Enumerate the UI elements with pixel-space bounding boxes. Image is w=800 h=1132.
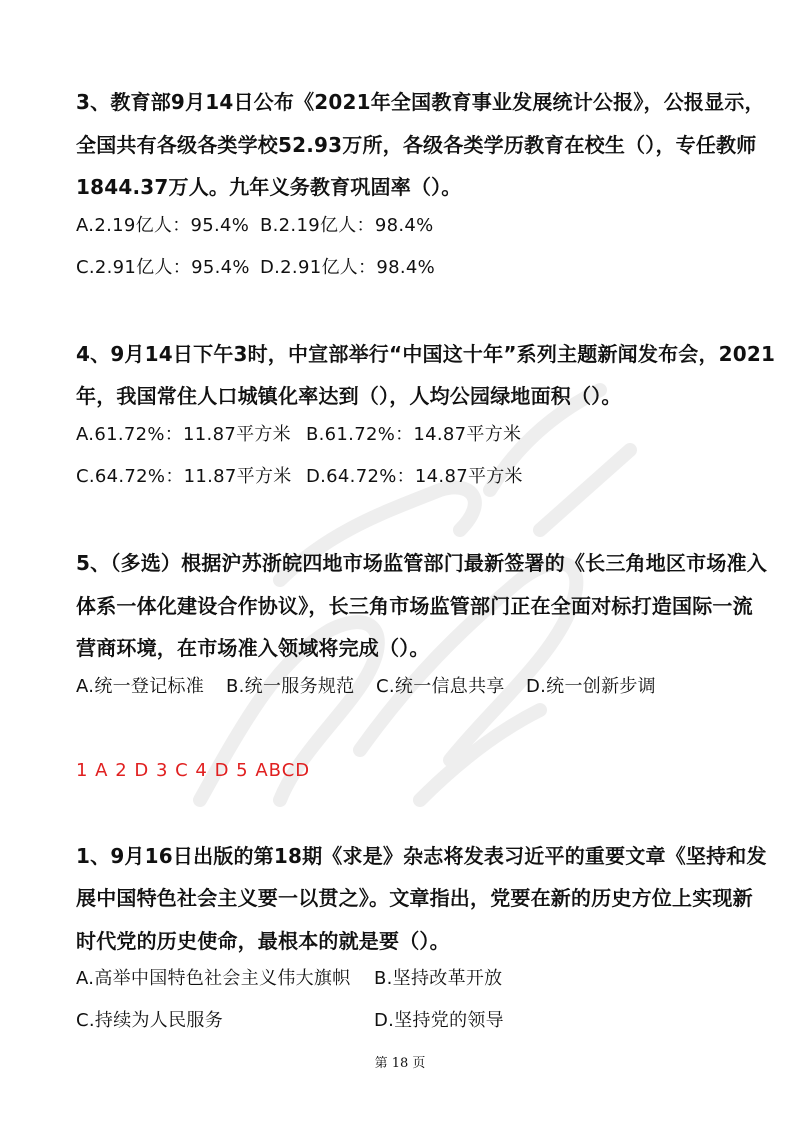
question-text-line: 4、9月14日下午3时，中宣部举行“中国这十年”系列主题新闻发布会，2021 [76, 342, 776, 366]
option-c: C.64.72%：11.87平方米 [76, 466, 292, 487]
option-b: B.统一服务规范 [226, 676, 355, 697]
option-a: A.高举中国特色社会主义伟大旗帜 [76, 968, 351, 989]
option-a: A.61.72%：11.87平方米 [76, 424, 291, 445]
option-b: B.2.19亿人：98.4% [260, 215, 434, 236]
options-row [76, 674, 716, 700]
option-d: D.64.72%：14.87平方米 [306, 466, 523, 487]
option-d: D.统一创新步调 [526, 676, 656, 697]
option-a: A.2.19亿人：95.4% [76, 215, 250, 236]
option-d: D.坚持党的领导 [374, 1010, 504, 1031]
option-a: A.统一登记标准 [76, 676, 205, 697]
options-row [76, 464, 696, 490]
option-c: C.持续为人民服务 [76, 1010, 223, 1031]
question-text-line: 营商环境，在市场准入领域将完成（）。 [76, 636, 430, 660]
options-row [76, 213, 696, 239]
question-text-line: 1、9月16日出版的第18期《求是》杂志将发表习近平的重要文章《坚持和发 [76, 844, 767, 868]
question-text-line: 年，我国常住人口城镇化率达到（），人均公园绿地面积（）。 [76, 384, 622, 408]
answer-key: 1 A 2 D 3 C 4 D 5 ABCD [76, 760, 311, 781]
option-c: C.2.91亿人：95.4% [76, 257, 250, 278]
question-text-line: 3、教育部9月14日公布《2021年全国教育事业发展统计公报》，公报显示， [76, 90, 765, 114]
question-text-line: 1844.37万人。九年义务教育巩固率（）。 [76, 175, 462, 199]
option-b: B.坚持改革开放 [374, 968, 503, 989]
question-text-line: 全国共有各级各类学校52.93万所，各级各类学历教育在校生（），专任教师 [76, 133, 757, 157]
option-d: D.2.91亿人：98.4% [260, 257, 436, 278]
options-row [76, 422, 696, 448]
options-row [76, 966, 716, 992]
question-text-line: 体系一体化建设合作协议》，长三角市场监管部门正在全面对标打造国际一流 [76, 594, 753, 618]
option-c: C.统一信息共享 [376, 676, 505, 697]
question-text-line: 展中国特色社会主义要一以贯之》。文章指出，党要在新的历史方位上实现新 [76, 886, 753, 910]
options-row [76, 1008, 716, 1034]
question-text-line: 5、（多选）根据沪苏浙皖四地市场监管部门最新签署的《长三角地区市场准入 [76, 551, 767, 575]
question-text-line: 时代党的历史使命，最根本的就是要（）。 [76, 929, 450, 953]
options-row [76, 255, 696, 281]
page-number: 第 18 页 [374, 1056, 426, 1071]
option-b: B.61.72%：14.87平方米 [306, 424, 522, 445]
